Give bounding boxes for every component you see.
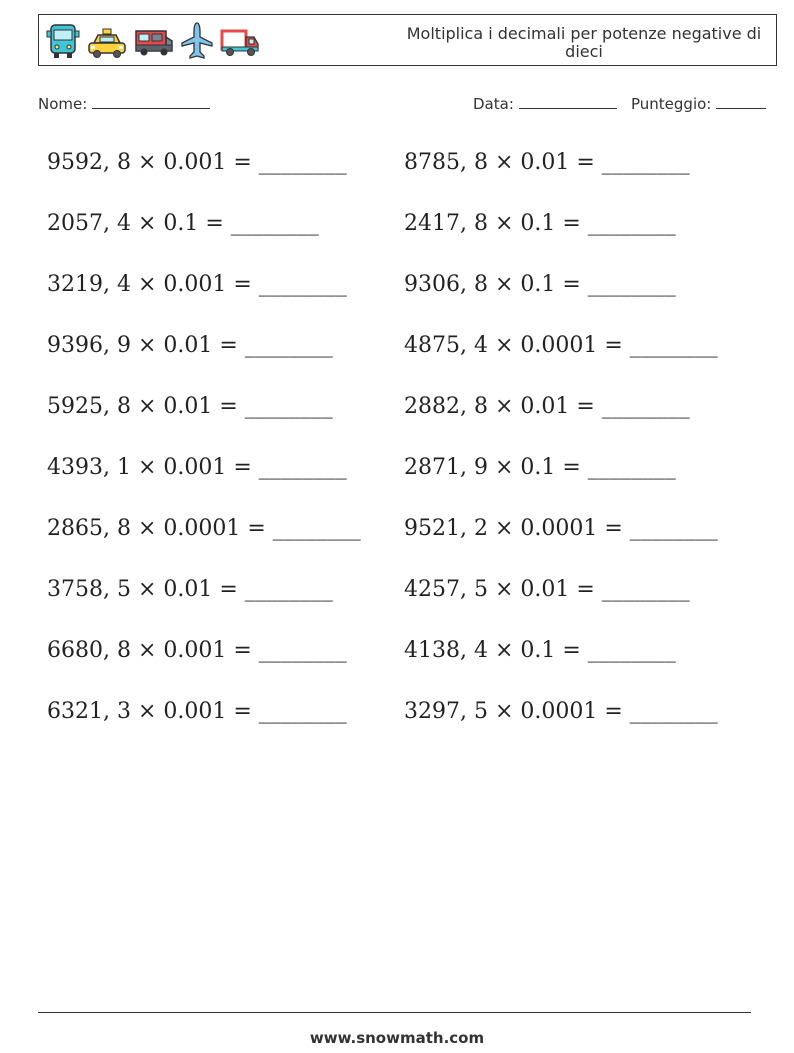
problem-item: 9306, 8 × 0.1 = ________ (404, 272, 676, 297)
name-blank (92, 94, 210, 109)
score-label: Punteggio: (631, 95, 712, 113)
date-blank (519, 94, 617, 109)
footer-divider (38, 1012, 751, 1013)
problem-item: 3219, 4 × 0.001 = ________ (47, 272, 347, 297)
header-box (38, 14, 777, 66)
problem-item: 2882, 8 × 0.01 = ________ (404, 394, 690, 419)
name-label: Nome: (38, 95, 88, 113)
worksheet-title: Moltiplica i decimali per potenze negative di dieci (406, 24, 762, 61)
problem-item: 5925, 8 × 0.01 = ________ (47, 394, 333, 419)
problem-item: 3297, 5 × 0.0001 = ________ (404, 699, 718, 724)
problem-item: 9396, 9 × 0.01 = ________ (47, 333, 333, 358)
airplane-icon (180, 21, 214, 61)
bus-icon (45, 21, 81, 61)
problem-item: 6680, 8 × 0.001 = ________ (47, 638, 347, 663)
taxi-icon (86, 21, 128, 61)
problem-item: 2057, 4 × 0.1 = ________ (47, 211, 319, 236)
name-field (38, 94, 210, 113)
problem-item: 4257, 5 × 0.01 = ________ (404, 577, 690, 602)
score-field (631, 94, 766, 113)
problem-item: 2871, 9 × 0.1 = ________ (404, 455, 676, 480)
problem-item: 9592, 8 × 0.001 = ________ (47, 150, 347, 175)
problem-item: 2865, 8 × 0.0001 = ________ (47, 516, 361, 541)
problem-item: 8785, 8 × 0.01 = ________ (404, 150, 690, 175)
date-field (473, 94, 617, 113)
camper-van-icon (133, 21, 175, 61)
problem-item: 4138, 4 × 0.1 = ________ (404, 638, 676, 663)
problem-item: 3758, 5 × 0.01 = ________ (47, 577, 333, 602)
problem-item: 6321, 3 × 0.001 = ________ (47, 699, 347, 724)
date-label: Data: (473, 95, 514, 113)
problem-item: 9521, 2 × 0.0001 = ________ (404, 516, 718, 541)
problem-item: 2417, 8 × 0.1 = ________ (404, 211, 676, 236)
header-icons (45, 21, 261, 61)
footer-url: www.snowmath.com (309, 1029, 485, 1047)
problem-item: 4393, 1 × 0.001 = ________ (47, 455, 347, 480)
score-blank (716, 94, 766, 109)
problem-item: 4875, 4 × 0.0001 = ________ (404, 333, 718, 358)
truck-icon (219, 21, 261, 61)
